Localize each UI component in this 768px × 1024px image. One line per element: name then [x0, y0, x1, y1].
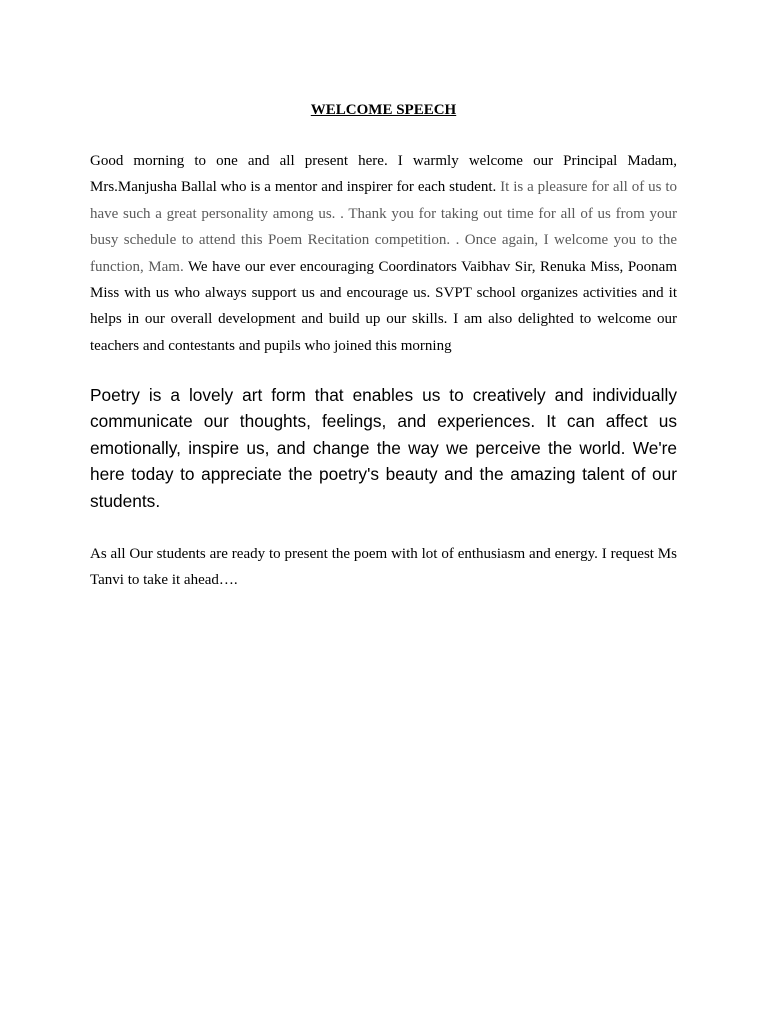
poetry-paragraph: Poetry is a lovely art form that enables us to creatively and individually communicate our thoughts, feelings, and experiences. It can affect us emotionally, inspire us, and change the way we perceive the world. We're here today to appreciate the poetry's beauty and the amazing talent of our students. — [90, 385, 677, 511]
welcome-paragraph — [90, 148, 677, 359]
welcome-paragraph-intro: Good morning to one and all present here. I warmly welcome our Principal Madam, Mrs.Manjusha Ballal who is a mentor and inspirer for each student. — [90, 153, 677, 196]
welcome-paragraph-coordinators: We have our ever encouraging Coordinators Vaibhav Sir, Renuka Miss, Poonam Miss with us who always support us and encourage us. SVPT school organizes activities and it helps in our overall development and build up our skills. I am also delighted to welcome our teachers and contestants and pupils who joined this morning — [90, 258, 677, 354]
welcome-paragraph-gratitude: It is a pleasure for all of us to have such a great personality among us. . Thank you for taking out time for all of us from your busy schedule to attend this Poem Recitation competition. . Once again, I welcome you to the function, Mam. — [90, 179, 678, 275]
closing-paragraph: As all Our students are ready to present the poem with lot of enthusiasm and energy. I request Ms Tanvi to take it ahead…. — [90, 546, 677, 589]
document-title: WELCOME SPEECH — [310, 102, 457, 118]
